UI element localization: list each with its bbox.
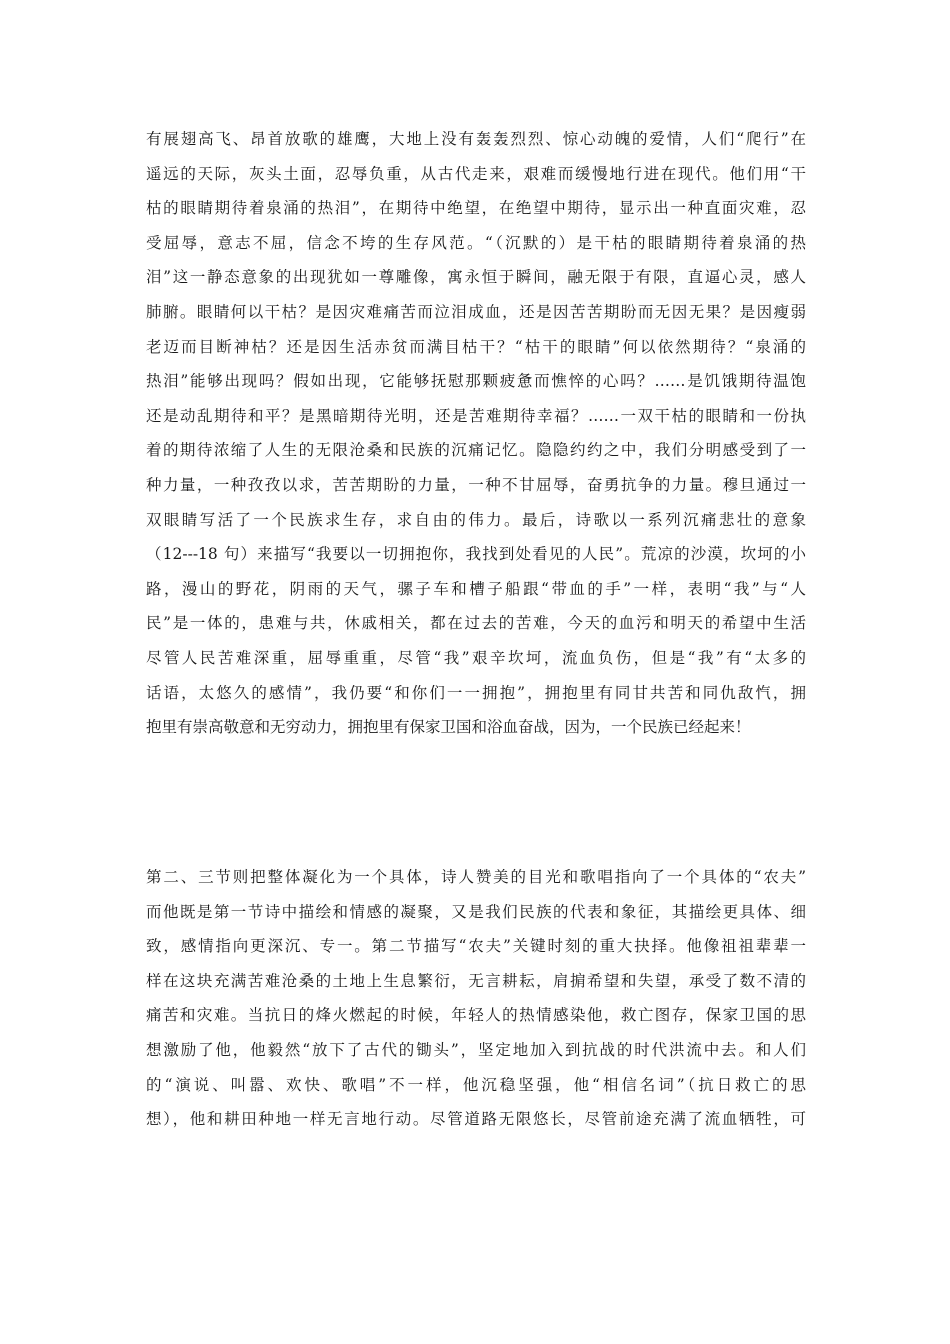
paragraph-2: [146, 860, 806, 1137]
text-line: 枯的眼睛期待着泉涌的热泪”，在期待中绝望，在绝望中期待，显示出一种直面灾难，忍: [146, 199, 806, 218]
text-line: 而他既是第一节诗中描绘和情感的凝聚，又是我们民族的代表和象征，其描绘更具体、细: [146, 902, 806, 921]
text-line: 致，感情指向更深沉、专一。第二节描写“农夫”关键时刻的重大抉择。他像祖祖辈辈一: [146, 937, 806, 956]
text-line: 话语，太悠久的感情”，我仍要“和你们一一拥抱”，拥抱里有同甘共苦和同仇敌忾，拥: [146, 683, 806, 702]
text-line: 民”是一体的，患难与共，休戚相关，都在过去的苦难，今天的血污和明天的希望中生活: [146, 614, 806, 633]
text-line: 样在这块充满苦难沧桑的土地上生息繁衍，无言耕耘，肩掮希望和失望，承受了数不清的: [146, 971, 806, 990]
text-line: 想），他和耕田种地一样无言地行动。尽管道路无限悠长，尽管前途充满了流血牺牲，可: [146, 1110, 806, 1129]
text-line: 热泪”能够出现吗？假如出现，它能够抚慰那颗疲惫而憔悴的心吗？……是饥饿期待温饱: [146, 372, 806, 391]
text-line: （12---18 句）来描写“我要以一切拥抱你，我找到处看见的人民”。荒凉的沙漠，坎坷的小: [146, 545, 806, 564]
text-line: 第二、三节则把整体凝化为一个具体，诗人赞美的目光和歌唱指向了一个具体的“农夫”: [146, 868, 806, 886]
text-line: 尽管人民苦难深重，屈辱重重，尽管“我”艰辛坎坷，流血负伤，但是“我”有“太多的: [146, 648, 806, 667]
text-line: 肺腑。眼睛何以干枯？是因灾难痛苦而泣泪成血，还是因苦苦期盼而无因无果？是因瘦弱: [146, 302, 806, 321]
text-line: 路，漫山的野花，阴雨的天气，骡子车和槽子船跟“带血的手”一样，表明“我”与“人: [146, 579, 806, 598]
text-line: 遥远的天际，灰头土面，忍辱负重，从古代走来，艰难而缓慢地行进在现代。他们用“干: [146, 164, 806, 183]
text-line: 有展翅高飞、昂首放歌的雄鹰，大地上没有轰轰烈烈、惊心动魄的爱情，人们“爬行”在: [146, 130, 806, 148]
text-line: 的“演说、叫嚣、欢快、歌唱”不一样，他沉稳坚强，他“相信名词”（抗日救亡的思: [146, 1075, 806, 1094]
text-line: 着的期待浓缩了人生的无限沧桑和民族的沉痛记忆。隐隐约约之中，我们分明感受到了一: [146, 441, 806, 460]
paragraph-1: [146, 122, 806, 745]
text-line: 双眼睛写活了一个民族求生存，求自由的伟力。最后，诗歌以一系列沉痛悲壮的意象: [146, 510, 806, 529]
text-line: 还是动乱期待和平？是黑暗期待光明，还是苦难期待幸福？……一双干枯的眼睛和一份执: [146, 406, 806, 425]
text-line: 种力量，一种孜孜以求，苦苦期盼的力量，一种不甘屈辱，奋勇抗争的力量。穆旦通过一: [146, 475, 806, 494]
text-line: 受屈辱，意志不屈，信念不垮的生存风范。“（沉默的）是干枯的眼睛期待着泉涌的热: [146, 233, 806, 252]
text-line: 想激励了他，他毅然“放下了古代的锄头”，坚定地加入到抗战的时代洪流中去。和人们: [146, 1040, 806, 1059]
text-line: 老迈而目断神枯？还是因生活赤贫而满目枯干？“枯干的眼睛”何以依然期待？“泉涌的: [146, 337, 806, 356]
text-line: 痛苦和灾难。当抗日的烽火燃起的时候，年轻人的热情感染他，救亡图存，保家卫国的思: [146, 1006, 806, 1025]
text-line: 泪”这一静态意象的出现犹如一尊雕像，寓永恒于瞬间，融无限于有限，直逼心灵，感人: [146, 268, 806, 287]
text-line: 抱里有崇高敬意和无穷动力，拥抱里有保家卫国和浴血奋战，因为，一个民族已经起来！: [146, 718, 751, 737]
